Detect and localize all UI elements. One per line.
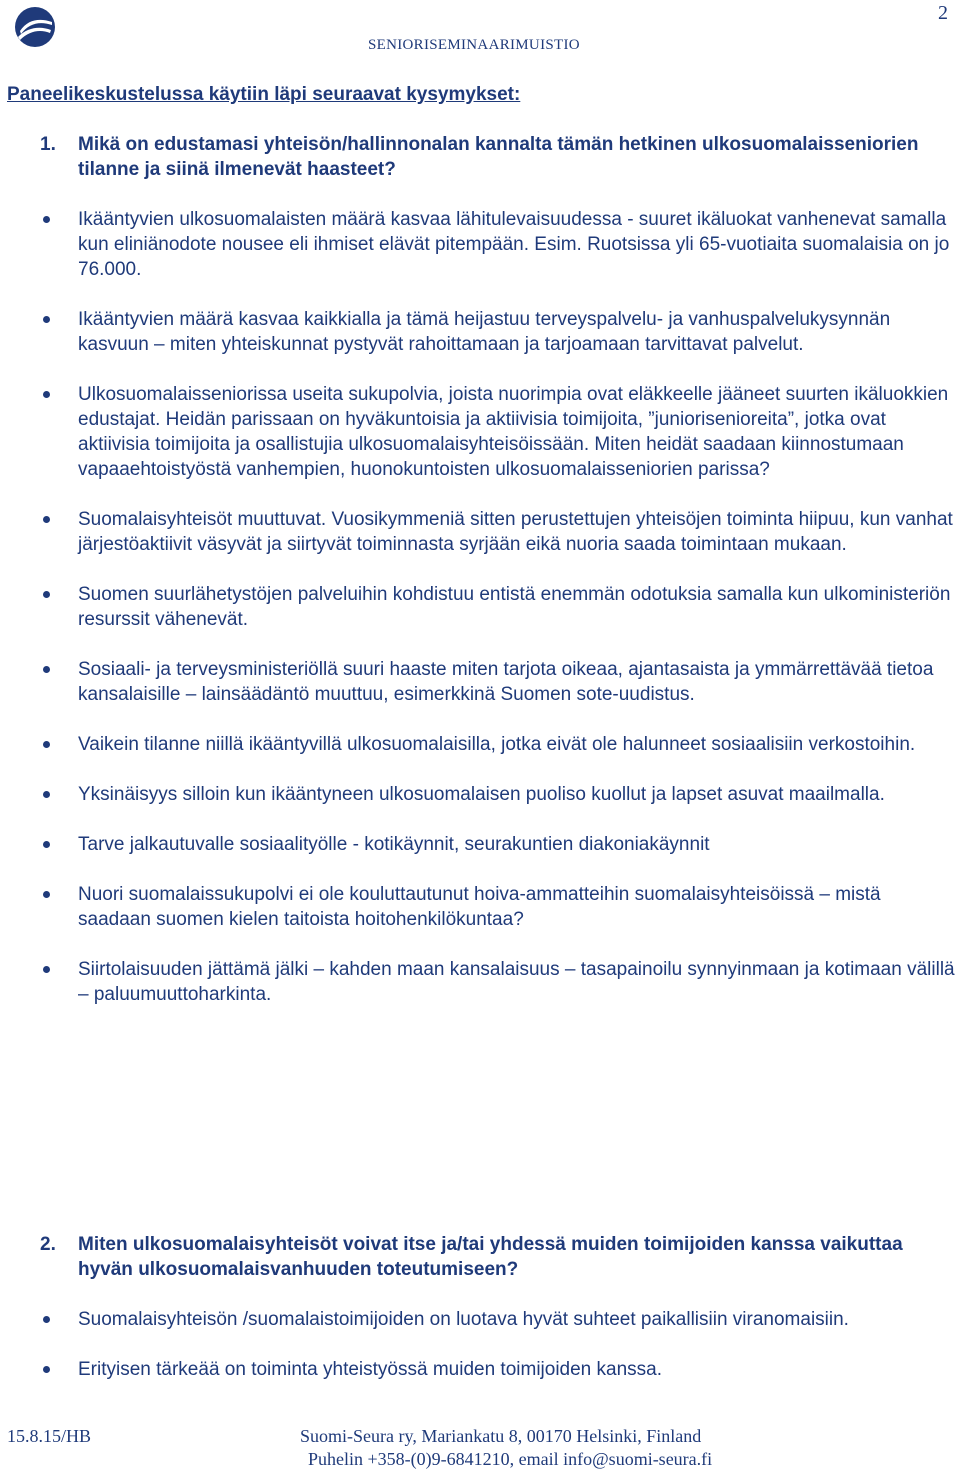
bullet-icon bbox=[43, 666, 50, 673]
suomi-seura-logo bbox=[14, 6, 56, 48]
document-header-title: SENIORISEMINAARIMUISTIO bbox=[368, 37, 580, 53]
list-item bbox=[0, 657, 960, 707]
list-item-text: Suomen suurlähetystöjen palveluihin kohdistuu entistä enemmän odotuksia samalla kun ulkoministeriön resurssit vähenevät. bbox=[78, 584, 951, 630]
question-2 bbox=[40, 1232, 940, 1282]
question-1-answers bbox=[0, 207, 960, 1007]
bullet-icon bbox=[43, 741, 50, 748]
list-item bbox=[0, 307, 960, 357]
intro-heading: Paneelikeskustelussa käytiin läpi seuraavat kysymykset: bbox=[7, 84, 521, 105]
list-item-text: Ikääntyvien määrä kasvaa kaikkialla ja tämä heijastuu terveyspalvelu- ja vanhuspalvelukysynnän kasvuun – miten yhteiskunnat pystyvät rahoittamaan ja tarjoamaan tarvittavat palvelut. bbox=[78, 309, 891, 355]
list-item-text: Sosiaali- ja terveysministeriöllä suuri haaste miten tarjota oikeaa, ajantasaista ja ymmärrettävää tietoa kansalaisille – lainsäädäntö muuttuu, esimerkkinä Suomen sote-uudistus. bbox=[78, 659, 934, 705]
list-item-text: Suomalaisyhteisön /suomalaistoimijoiden on luotava hyvät suhteet paikallisiin viranomaisiin. bbox=[78, 1309, 849, 1330]
list-item bbox=[0, 882, 960, 932]
list-item-text: Vaikein tilanne niillä ikääntyvillä ulkosuomalaisilla, jotka eivät ole halunneet sosiaalisiin verkostoihin. bbox=[78, 734, 916, 755]
bullet-icon bbox=[43, 516, 50, 523]
list-item-text: Nuori suomalaissukupolvi ei ole kouluttautunut hoiva-ammatteihin suomalaisyhteisöissä – mistä saadaan suomen kielen taitoista hoitohenkilökuntaa? bbox=[78, 884, 881, 930]
question-2-answers bbox=[0, 1307, 960, 1382]
list-item-text: Yksinäisyys silloin kun ikääntyneen ulkosuomalaisen puoliso kuollut ja lapset asuvat maailmalla. bbox=[78, 784, 885, 805]
list-item bbox=[0, 507, 960, 557]
bullet-icon bbox=[43, 966, 50, 973]
list-item bbox=[0, 957, 960, 1007]
list-item-text: Ulkosuomalaisseniorissa useita sukupolvia, joista nuorimpia ovat eläkkeelle jääneet suurten ikäluokkien edustajat. Heidän parissaan on hyväkuntoisia ja aktiivisia toimijoita, ”juniorisenioreita”, jotka ovat aktiivisia toimijoita ja osallistujia ulkosuomalaisyhteisöissään. Miten heidät saadaan kiinnostumaan vapaaehtoistyöstä vanhempien, huonokuntoisten ulkosuomalaisseniorien parissa? bbox=[78, 384, 949, 480]
footer-contact: Puhelin +358-(0)9-6841210, email info@suomi-seura.fi bbox=[308, 1449, 713, 1469]
list-item-text: Suomalaisyhteisöt muuttuvat. Vuosikymmeniä sitten perustettujen yhteisöjen toiminta hiipuu, kun vanhat järjestöaktiivit väsyvät ja siirtyvät toiminnasta syrjään eikä nuoria saada toimintaan mukaan. bbox=[78, 509, 953, 555]
list-item-text: Tarve jalkautuvalle sosiaalityölle - kotikäynnit, seurakuntien diakoniakäynnit bbox=[78, 834, 710, 855]
question-2-number: 2. bbox=[40, 1234, 56, 1255]
list-item bbox=[0, 732, 960, 757]
list-item bbox=[0, 832, 960, 857]
footer-address: Suomi-Seura ry, Mariankatu 8, 00170 Helsinki, Finland bbox=[300, 1426, 702, 1446]
bullet-icon bbox=[43, 1366, 50, 1373]
list-item bbox=[0, 207, 960, 282]
question-2-text: Miten ulkosuomalaisyhteisöt voivat itse ja/tai yhdessä muiden toimijoiden kanssa vaikuttaa hyvän ulkosuomalaisvanhuuden toteutumiseen? bbox=[78, 1234, 903, 1280]
footer-date: 15.8.15/HB bbox=[7, 1426, 92, 1446]
bullet-icon bbox=[43, 791, 50, 798]
list-item-text: Erityisen tärkeää on toiminta yhteistyössä muiden toimijoiden kanssa. bbox=[78, 1359, 663, 1380]
bullet-icon bbox=[43, 1316, 50, 1323]
question-1 bbox=[40, 132, 940, 182]
bullet-icon bbox=[43, 891, 50, 898]
list-item bbox=[0, 782, 960, 807]
bullet-icon bbox=[43, 216, 50, 223]
bullet-icon bbox=[43, 591, 50, 598]
bullet-icon bbox=[43, 841, 50, 848]
bullet-icon bbox=[43, 316, 50, 323]
bullet-icon bbox=[43, 391, 50, 398]
list-item-text: Ikääntyvien ulkosuomalaisten määrä kasvaa lähitulevaisuudessa - suuret ikäluokat vanhenevat samalla kun eliniänodote nousee eli ihmiset elävät pitempään. Esim. Ruotsissa yli 65-vuotiaita suomalaisia on jo 76.000. bbox=[78, 209, 950, 280]
list-item bbox=[0, 1307, 960, 1332]
list-item bbox=[0, 382, 960, 482]
list-item-text: Siirtolaisuuden jättämä jälki – kahden maan kansalaisuus – tasapainoilu synnyinmaan ja kotimaan välillä – paluumuuttoharkinta. bbox=[78, 959, 955, 1005]
list-item bbox=[0, 1357, 960, 1382]
question-1-text: Mikä on edustamasi yhteisön/hallinnonalan kannalta tämän hetkinen ulkosuomalaisseniorien tilanne ja siinä ilmenevät haasteet? bbox=[78, 134, 919, 180]
list-item bbox=[0, 582, 960, 632]
page-number: 2 bbox=[938, 2, 948, 24]
question-1-number: 1. bbox=[40, 134, 56, 155]
